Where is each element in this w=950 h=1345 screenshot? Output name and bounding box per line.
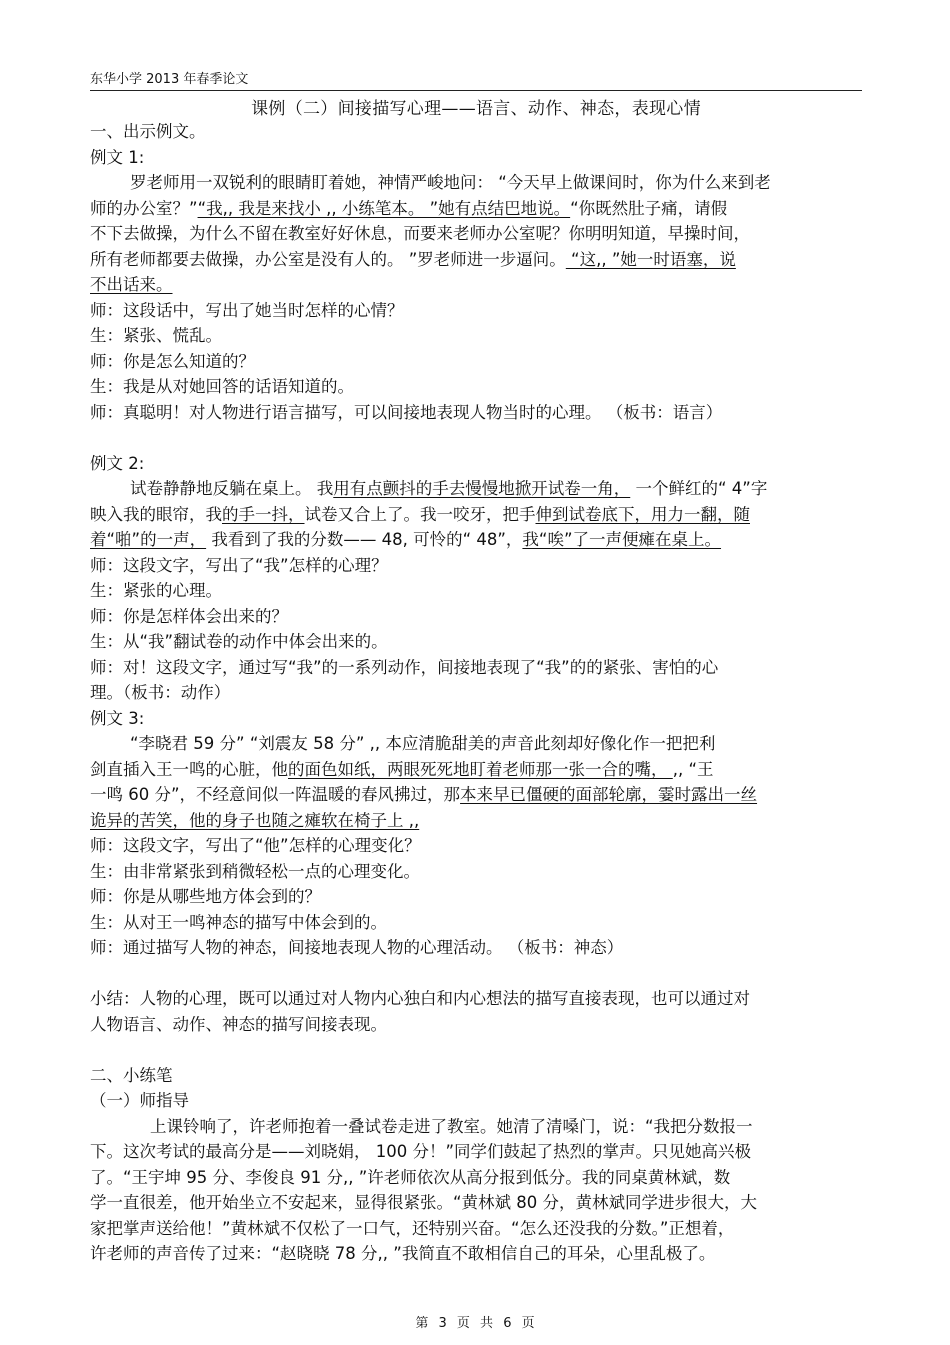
header-divider <box>90 90 862 91</box>
practice-line: 了。“王宇坤 95 分、李俊良 91 分,, ”许老师依次从高分报到低分。我的同桌黄林斌，数 <box>90 1167 731 1187</box>
example1-line: 罗老师用一双锐利的眼睛盯着她，神情严峻地问： “今天早上做课间时，你为什么来到老 <box>130 173 771 192</box>
underlined-text: 诡异的苦笑，他的身子也随之瘫软在椅子上 ,, <box>90 810 420 830</box>
section2-heading: 二、小练笔 <box>90 1065 173 1085</box>
dialogue-line: 生：我是从对她回答的话语知道的。 <box>90 377 354 396</box>
dialogue-line: 师：这段话中，写出了她当时怎样的心情？ <box>90 300 404 320</box>
section2-subheading: （一）师指导 <box>90 1091 189 1110</box>
dialogue-line: 生：紧张、慌乱。 <box>90 326 222 345</box>
dialogue-line: 生：紧张的心理。 <box>90 581 222 600</box>
lesson-title: 课例（二）间接描写心理——语言、动作、神态，表现心情 <box>251 99 701 119</box>
example2-label: 例文 2: <box>90 453 145 473</box>
dialogue-line: 师：你是怎么知道的？ <box>90 351 255 371</box>
summary-line: 小结：人物的心理，既可以通过对人物内心独白和内心想法的描写直接表现，也可以通过对 <box>90 989 750 1008</box>
spacer <box>90 961 862 987</box>
dialogue-line: 生：由非常紧张到稍微轻松一点的心理变化。 <box>90 861 420 881</box>
practice-line: 许老师的声音传了过来：“赵晓晓 78 分,, ”我简直不敢相信自己的耳朵，心里乱极了。 <box>90 1244 716 1263</box>
example3-line <box>90 808 862 834</box>
example3-line: 一鸣 60 分”，不经意间似一阵温暖的春风拂过，那本来早已僵硬的面部轮廓，霎时露出一丝 <box>90 785 758 804</box>
document-body <box>90 119 862 1267</box>
practice-line: 学一直很差，他开始坐立不安起来，显得很紧张。“黄林斌 80 分，黄林斌同学进步很大，大 <box>90 1193 758 1212</box>
spacer <box>90 1037 862 1063</box>
dialogue-line: 师：通过描写人物的神态，间接地表现人物的心理活动。 （板书：神态） <box>90 938 624 957</box>
section1-heading: 一、出示例文。 <box>90 122 206 141</box>
example2-line: 着“啪”的一声， 我看到了我的分数—— 48, 可怜的“ 48”，我“唉”了一声便瘫在桌上。 <box>90 530 722 549</box>
underlined-text: 着“啪”的一声， <box>90 530 207 549</box>
underlined-text: “我,, 我是来找小 ,, 小练笔本。 ”她有点结巴地说。 <box>197 198 571 218</box>
practice-line: 上课铃响了，许老师抱着一叠试卷走进了教室。她清了清嗓门，说：“我把分数报一 <box>150 1116 753 1136</box>
dialogue-line: 师：这段文字，写出了“他”怎样的心理变化？ <box>90 836 421 855</box>
dialogue-line: 师：你是怎样体会出来的？ <box>90 606 288 626</box>
dialogue-line: 师：真聪明！对人物进行语言描写，可以间接地表现人物当时的心理。 （板书：语言） <box>90 402 723 422</box>
underlined-text: 我“唉”了一声便瘫在桌上。 <box>522 530 722 549</box>
dialogue-line: 师：对！这段文字，通过写“我”的一系列动作，间接地表现了“我”的的紧张、害怕的心 <box>90 657 719 677</box>
dialogue-line: 师：你是从哪些地方体会到的？ <box>90 887 321 906</box>
example3-label: 例文 3: <box>90 708 145 728</box>
example1-line: 所有老师都要去做操，办公室是没有人的。 ”罗老师进一步逼问。 “这,, ”她一时语塞，说 <box>90 249 736 269</box>
underlined-text: 不出话来。 <box>90 275 173 294</box>
example1-line <box>90 272 862 298</box>
page-footer: 第 3 页 共 6 页 <box>415 1316 535 1331</box>
underlined-text: 的手一抖， <box>222 504 305 524</box>
practice-line: 家把掌声送给他！”黄林斌不仅松了一口气，还特别兴奋。“怎么还没我的分数。”正想着， <box>90 1218 735 1238</box>
example2-line: 试卷静静地反躺在桌上。 我用有点颤抖的手去慢慢地掀开试卷一角， 一个鲜红的“ 4”字 <box>130 479 768 498</box>
summary-line: 人物语言、动作、神态的描写间接表现。 <box>90 1014 387 1034</box>
example3-line: 剑直插入王一鸣的心脏，他的面色如纸，两眼死死地盯着老师那一张一合的嘴， ,, “王 <box>90 759 714 779</box>
underlined-text: 本来早已僵硬的面部轮廓，霎时露出一丝 <box>460 785 758 804</box>
page-header: 东华小学 2013 年春季论文 <box>90 72 249 87</box>
dialogue-line: 生：从对王一鸣神态的描写中体会到的。 <box>90 912 387 932</box>
dialogue-line: 师：这段文字，写出了“我”怎样的心理？ <box>90 555 388 575</box>
example1-label: 例文 1: <box>90 147 145 167</box>
practice-line: 下。这次考试的最高分是——刘晓娟， 100 分！”同学们鼓起了热烈的掌声。只见她高兴极 <box>90 1142 752 1161</box>
example2-line: 映入我的眼帘，我的手一抖，试卷又合上了。我一咬牙，把手伸到试卷底下，用力一翻，随 <box>90 504 750 524</box>
example3-line: “李晓君 59 分” “刘震友 58 分” ,, 本应清脆甜美的声音此刻却好像化作一把把利 <box>130 734 716 753</box>
dialogue-line: 生：从“我”翻试卷的动作中体会出来的。 <box>90 632 388 651</box>
underlined-text: 伸到试卷底下，用力一翻，随 <box>535 504 750 524</box>
spacer <box>90 425 862 451</box>
example1-line: 不下去做操，为什么不留在教室好好休息，而要来老师办公室呢？你明明知道，早操时间， <box>90 224 750 243</box>
underlined-text: 用有点颤抖的手去慢慢地掀开试卷一角， <box>333 479 631 498</box>
dialogue-line: 理。（板书：动作） <box>90 683 231 702</box>
underlined-text: “这,, ”她一时语塞，说 <box>565 249 736 269</box>
example1-line: 师的办公室？”“我,, 我是来找小 ,, 小练笔本。 ”她有点结巴地说。“你既然肚子痛，请假 <box>90 198 728 218</box>
underlined-text: 的面色如纸，两眼死死地盯着老师那一张一合的嘴， <box>288 759 673 779</box>
